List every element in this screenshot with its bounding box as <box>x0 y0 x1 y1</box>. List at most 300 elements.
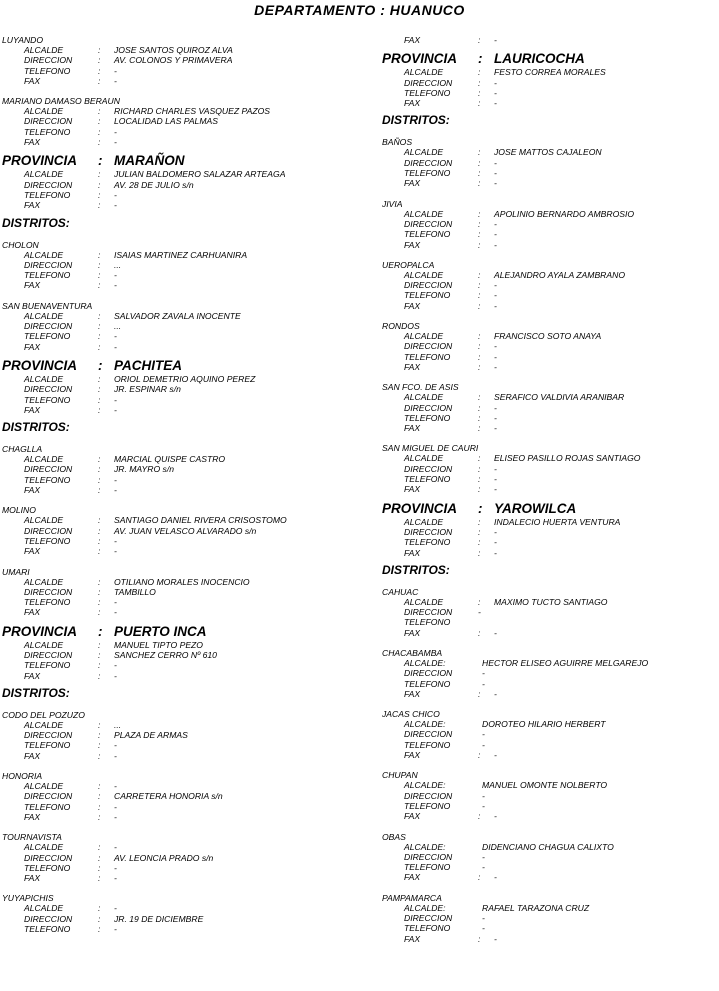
separator: : <box>98 373 101 384</box>
direccion-value: LOCALIDAD LAS PALMAS <box>114 116 218 127</box>
direccion-label: DIRECCION <box>24 321 73 332</box>
district-name: SAN FCO. DE ASIS <box>382 382 459 393</box>
alcalde-value: SALVADOR ZAVALA INOCENTE <box>114 310 241 321</box>
telefono-label: TELEFONO <box>24 535 71 546</box>
separator: : <box>98 719 101 730</box>
separator: : <box>478 361 481 372</box>
alcalde-value: SERAFICO VALDIVIA ARANIBAR <box>494 392 625 403</box>
fax-label: FAX <box>404 300 421 311</box>
separator: : <box>98 55 101 66</box>
alcalde-row <box>2 454 374 464</box>
alcalde-value: APOLINIO BERNARDO AMBROSIO <box>494 208 635 219</box>
separator: : <box>478 500 483 516</box>
separator: : <box>478 453 481 464</box>
separator: : <box>98 597 101 608</box>
fax-label: FAX <box>24 750 41 761</box>
telefono-label: TELEFONO <box>24 660 71 671</box>
alcalde-row <box>2 720 374 730</box>
telefono-value: - <box>494 474 497 485</box>
district-yuyapichis <box>2 893 374 934</box>
telefono-row <box>382 862 717 872</box>
telefono-row <box>2 66 374 76</box>
district-cahuac <box>382 587 717 638</box>
direccion-label: DIRECCION <box>404 77 453 88</box>
direccion-row <box>382 852 717 862</box>
alcalde-row <box>382 780 717 790</box>
direccion-row <box>382 219 717 229</box>
provincia-label: PROVINCIA <box>382 500 458 516</box>
fax-label: FAX <box>24 341 41 352</box>
district-codo-del-pozuzo <box>2 710 374 761</box>
alcalde-row <box>382 147 717 157</box>
district-name: CHACABAMBA <box>382 647 443 658</box>
alcalde-label: ALCALDE <box>404 516 444 527</box>
district-name: CHAGLLA <box>2 444 43 455</box>
direccion-value: AV. 28 DE JULIO s/n <box>114 179 194 190</box>
district-chacabamba <box>382 648 717 699</box>
district-name: UMARI <box>2 566 30 577</box>
separator: : <box>98 404 101 415</box>
direccion-label: DIRECCION <box>404 157 453 168</box>
telefono-row <box>2 270 374 280</box>
provincia-name: LAURICOCHA <box>494 51 585 67</box>
separator: : <box>98 903 101 914</box>
separator: : <box>98 913 101 924</box>
alcalde-value: FRANCISCO SOTO ANAYA <box>494 331 602 342</box>
fax-value: - <box>114 811 117 822</box>
fax-label: FAX <box>24 670 41 681</box>
direccion-value: - <box>482 790 485 801</box>
fax-value: - <box>494 872 497 883</box>
separator: : <box>98 535 101 546</box>
direccion-value: - <box>482 851 485 862</box>
separator: : <box>98 153 103 169</box>
alcalde-row <box>2 374 374 384</box>
separator: : <box>478 596 481 607</box>
provincia-maranon <box>2 169 374 210</box>
district-name: YUYAPICHIS <box>2 893 54 904</box>
direccion-row <box>2 464 374 474</box>
separator: : <box>98 811 101 822</box>
direccion-value: AV. LEONCIA PRADO s/n <box>114 852 214 863</box>
telefono-row <box>382 740 717 750</box>
direccion-label: DIRECCION <box>24 586 73 597</box>
separator: : <box>478 51 483 67</box>
separator: : <box>478 269 481 280</box>
telefono-label: TELEFONO <box>404 862 451 873</box>
separator: : <box>98 474 101 485</box>
separator: : <box>478 402 481 413</box>
fax-label: FAX <box>404 811 421 822</box>
separator: : <box>98 750 101 761</box>
fax-row <box>382 689 717 699</box>
alcalde-label: ALCALDE <box>404 208 444 219</box>
district-name: BAÑOS <box>382 137 413 148</box>
separator: : <box>478 872 481 883</box>
separator: : <box>98 106 101 117</box>
separator: : <box>98 576 101 587</box>
direccion-value: CARRETERA HONORIA s/n <box>114 791 223 802</box>
left-column <box>2 35 374 934</box>
separator: : <box>478 280 481 291</box>
fax-value: - <box>494 627 497 638</box>
fax-value: - <box>114 200 117 211</box>
separator: : <box>98 75 101 86</box>
direccion-value: - <box>482 913 485 924</box>
direccion-label: DIRECCION <box>404 729 453 740</box>
fax-row <box>382 98 717 108</box>
alcalde-row <box>2 311 374 321</box>
fax-value: - <box>114 873 117 884</box>
direccion-value: - <box>494 77 497 88</box>
alcalde-label: ALCALDE <box>24 310 64 321</box>
direccion-value: AV. JUAN VELASCO ALVARADO s/n <box>114 525 257 536</box>
direccion-label: DIRECCION <box>404 851 453 862</box>
telefono-value: - <box>482 923 485 934</box>
fax-label: FAX <box>404 178 421 189</box>
separator: : <box>478 537 481 548</box>
fax-row <box>2 671 374 681</box>
separator: : <box>98 515 101 526</box>
telefono-value: - <box>114 189 117 200</box>
direccion-label: DIRECCION <box>24 55 73 66</box>
fax-value: - <box>114 280 117 291</box>
provincia-label: PROVINCIA <box>2 357 78 373</box>
direccion-row <box>2 526 374 536</box>
direccion-row <box>382 158 717 168</box>
telefono-row <box>2 475 374 485</box>
distritos-heading: DISTRITOS: <box>2 215 70 230</box>
direccion-value: ... <box>114 259 122 270</box>
telefono-value: - <box>494 168 497 179</box>
separator: : <box>478 516 481 527</box>
alcalde-row <box>2 577 374 587</box>
separator: : <box>98 730 101 741</box>
district-honoria <box>2 771 374 822</box>
telefono-row <box>2 740 374 750</box>
fax-row <box>2 607 374 617</box>
fax-row <box>382 934 717 944</box>
distritos-heading: DISTRITOS: <box>2 685 70 700</box>
direccion-row <box>2 55 374 65</box>
telefono-value: - <box>114 535 117 546</box>
direccion-label: DIRECCION <box>24 464 73 475</box>
provincia-name: MARAÑON <box>114 153 185 169</box>
separator: : <box>98 740 101 751</box>
district-queropalca <box>382 260 717 311</box>
telefono-value: - <box>494 87 497 98</box>
alcalde-value: ... <box>114 719 122 730</box>
telefono-row <box>382 352 717 362</box>
telefono-value: - <box>114 862 117 873</box>
direccion-value: - <box>482 668 485 679</box>
fax-label: FAX <box>24 485 41 496</box>
alcalde-value: HECTOR ELISEO AGUIRRE MELGAREJO <box>482 657 649 668</box>
direccion-label: DIRECCION <box>404 218 453 229</box>
district-name: TOURNAVISTA <box>2 832 62 843</box>
provincia-puerto-inca <box>2 640 374 681</box>
separator: : <box>98 623 103 639</box>
telefono-value: - <box>114 270 117 281</box>
provincia-yarowilca-heading <box>382 501 717 517</box>
direccion-label: DIRECCION <box>24 852 73 863</box>
alcalde-row <box>382 331 717 341</box>
alcalde-label: ALCALDE <box>404 147 444 158</box>
telefono-label: TELEFONO <box>404 229 451 240</box>
fax-row-continued <box>382 35 717 45</box>
provincia-pachitea <box>2 374 374 415</box>
direccion-value: - <box>494 280 497 291</box>
separator: : <box>98 45 101 55</box>
direccion-row <box>382 341 717 351</box>
alcalde-label: ALCALDE <box>24 106 64 117</box>
separator: : <box>98 862 101 873</box>
fax-label: FAX <box>24 75 41 86</box>
telefono-label: TELEFONO <box>24 65 71 76</box>
separator: : <box>478 208 481 219</box>
separator: : <box>98 454 101 465</box>
separator: : <box>478 351 481 362</box>
alcalde-value: SANTIAGO DANIEL RIVERA CRISOSTOMO <box>114 515 287 526</box>
fax-row <box>2 546 374 556</box>
separator: : <box>98 116 101 127</box>
direccion-value: - <box>494 157 497 168</box>
fax-label: FAX <box>404 239 421 250</box>
district-name: OBAS <box>382 831 406 842</box>
separator: : <box>478 392 481 403</box>
separator: : <box>98 525 101 536</box>
direccion-row <box>382 668 717 678</box>
provincia-name: PUERTO INCA <box>114 623 207 639</box>
fax-value: - <box>494 688 497 699</box>
fax-value: - <box>494 35 497 45</box>
fax-row <box>2 200 374 210</box>
direccion-row <box>2 384 374 394</box>
alcalde-row <box>2 640 374 650</box>
telefono-value: - <box>114 660 117 671</box>
telefono-value: - <box>494 412 497 423</box>
fax-row <box>2 280 374 290</box>
separator: : <box>478 67 481 78</box>
direccion-label: DIRECCION <box>404 607 453 618</box>
distritos-heading: DISTRITOS: <box>2 420 70 435</box>
district-pampamarca <box>382 893 717 944</box>
alcalde-label: ALCALDE <box>24 719 64 730</box>
direccion-row <box>382 729 717 739</box>
telefono-label: TELEFONO <box>404 617 451 628</box>
fax-label: FAX <box>24 137 41 148</box>
fax-row <box>2 76 374 86</box>
separator: : <box>478 474 481 485</box>
telefono-row <box>382 679 717 689</box>
fax-value: - <box>114 485 117 496</box>
alcalde-row <box>382 270 717 280</box>
fax-value: - <box>494 750 497 761</box>
alcalde-row <box>2 903 374 913</box>
alcalde-label: ALCALDE <box>24 373 64 384</box>
direccion-label: DIRECCION <box>404 790 453 801</box>
fax-value: - <box>494 98 497 109</box>
alcalde-value: INDALECIO HUERTA VENTURA <box>494 516 621 527</box>
direccion-value: JR. MAYRO s/n <box>114 464 175 475</box>
alcalde-row <box>382 719 717 729</box>
fax-row <box>382 872 717 882</box>
district-mariano-damaso-beraun <box>2 96 374 147</box>
direccion-label: DIRECCION <box>24 525 73 536</box>
separator: : <box>478 147 481 158</box>
telefono-value: - <box>114 924 117 935</box>
fax-label: FAX <box>24 546 41 557</box>
fax-label: FAX <box>24 873 41 884</box>
direccion-value: - <box>494 463 497 474</box>
direccion-value: JR. ESPINAR s/n <box>114 384 181 395</box>
separator: : <box>98 607 101 618</box>
alcalde-value: - <box>114 903 117 914</box>
direccion-row <box>2 260 374 270</box>
separator: : <box>478 218 481 229</box>
fax-value: - <box>114 670 117 681</box>
separator: : <box>478 811 481 822</box>
alcalde-value: - <box>114 842 117 853</box>
district-jivia <box>382 199 717 250</box>
fax-value: - <box>114 546 117 557</box>
fax-label: FAX <box>404 423 421 434</box>
fax-row <box>382 628 717 638</box>
separator: : <box>98 394 101 405</box>
alcalde-value: ALEJANDRO AYALA ZAMBRANO <box>494 269 626 280</box>
direccion-value: ... <box>114 321 122 332</box>
telefono-label: TELEFONO <box>24 924 71 935</box>
telefono-label: TELEFONO <box>404 290 451 301</box>
district-name: JACAS CHICO <box>382 709 440 720</box>
alcalde-row <box>2 250 374 260</box>
fax-row <box>382 362 717 372</box>
alcalde-label: ALCALDE <box>404 269 444 280</box>
direccion-value: - <box>494 341 497 352</box>
direccion-value: PLAZA DE ARMAS <box>114 730 188 741</box>
fax-label: FAX <box>404 688 421 699</box>
telefono-row <box>2 395 374 405</box>
provincia-puerto-inca-heading <box>2 624 374 640</box>
alcalde-label: ALCALDE <box>24 249 64 260</box>
telefono-value: - <box>114 394 117 405</box>
separator: : <box>98 200 101 211</box>
alcalde-row <box>382 453 717 463</box>
separator: : <box>98 546 101 557</box>
separator: : <box>98 586 101 597</box>
separator: : <box>98 842 101 853</box>
alcalde-value: JOSE SANTOS QUIROZ ALVA <box>114 45 233 55</box>
alcalde-label: ALCALDE <box>24 576 64 587</box>
separator: : <box>98 169 101 180</box>
fax-row <box>2 485 374 495</box>
separator: : <box>478 300 481 311</box>
alcalde-value: RICHARD CHARLES VASQUEZ PAZOS <box>114 106 270 117</box>
alcalde-label: ALCALDE <box>24 45 64 55</box>
separator: : <box>98 384 101 395</box>
direccion-value: JR. 19 DE DICIEMBRE <box>114 913 204 924</box>
alcalde-label: ALCALDE: <box>404 657 446 668</box>
telefono-label: TELEFONO <box>24 597 71 608</box>
direccion-label: DIRECCION <box>24 649 73 660</box>
telefono-row <box>382 413 717 423</box>
fax-label: FAX <box>404 361 421 372</box>
separator: : <box>478 178 481 189</box>
alcalde-value: ORIOL DEMETRIO AQUINO PEREZ <box>114 373 256 384</box>
alcalde-row <box>382 842 717 852</box>
fax-row <box>2 137 374 147</box>
separator: : <box>478 290 481 301</box>
separator: : <box>478 750 481 761</box>
alcalde-label: ALCALDE <box>404 392 444 403</box>
alcalde-label: ALCALDE <box>24 781 64 792</box>
separator: : <box>98 781 101 792</box>
fax-value: - <box>494 423 497 434</box>
direccion-row <box>2 587 374 597</box>
separator: : <box>98 270 101 281</box>
separator: : <box>478 547 481 558</box>
alcalde-value: JOSE MATTOS CAJALEON <box>494 147 602 158</box>
telefono-label: TELEFONO <box>404 537 451 548</box>
district-name: HONORIA <box>2 771 43 782</box>
fax-value: - <box>114 750 117 761</box>
fax-value: - <box>114 137 117 148</box>
separator: : <box>478 933 481 944</box>
telefono-value: - <box>494 351 497 362</box>
separator: : <box>98 791 101 802</box>
telefono-row <box>2 127 374 137</box>
separator: : <box>98 331 101 342</box>
provincia-label: PROVINCIA <box>2 153 78 169</box>
district-cholon <box>2 240 374 291</box>
alcalde-row <box>2 842 374 852</box>
alcalde-row <box>382 517 717 527</box>
alcalde-label: ALCALDE <box>24 903 64 914</box>
separator: : <box>478 463 481 474</box>
separator: : <box>98 801 101 812</box>
direccion-label: DIRECCION <box>404 463 453 474</box>
direccion-row <box>382 464 717 474</box>
direccion-row <box>2 730 374 740</box>
telefono-row <box>382 88 717 98</box>
fax-value: - <box>114 607 117 618</box>
telefono-value: - <box>494 290 497 301</box>
telefono-label: TELEFONO <box>404 923 451 934</box>
alcalde-label: ALCALDE <box>24 454 64 465</box>
separator: : <box>478 157 481 168</box>
separator: : <box>98 126 101 137</box>
alcalde-label: ALCALDE <box>24 169 64 180</box>
direccion-row <box>382 791 717 801</box>
provincia-lauricocha-heading <box>382 51 717 67</box>
direccion-value: AV. COLONOS Y PRIMAVERA <box>114 55 233 66</box>
separator: : <box>98 639 101 650</box>
separator: : <box>98 189 101 200</box>
telefono-label: TELEFONO <box>404 739 451 750</box>
district-jacas-chico <box>382 709 717 760</box>
direccion-value: TAMBILLO <box>114 586 156 597</box>
fax-value: - <box>494 484 497 495</box>
provincia-name: YAROWILCA <box>494 500 577 516</box>
alcalde-value: DOROTEO HILARIO HERBERT <box>482 719 606 730</box>
district-name: UEROPALCA <box>382 259 435 270</box>
fax-row <box>382 750 717 760</box>
fax-label: FAX <box>404 627 421 638</box>
telefono-value: - <box>494 229 497 240</box>
telefono-value: - <box>114 126 117 137</box>
alcalde-value: MANUEL TIPTO PEZO <box>114 639 203 650</box>
district-obas <box>382 832 717 883</box>
